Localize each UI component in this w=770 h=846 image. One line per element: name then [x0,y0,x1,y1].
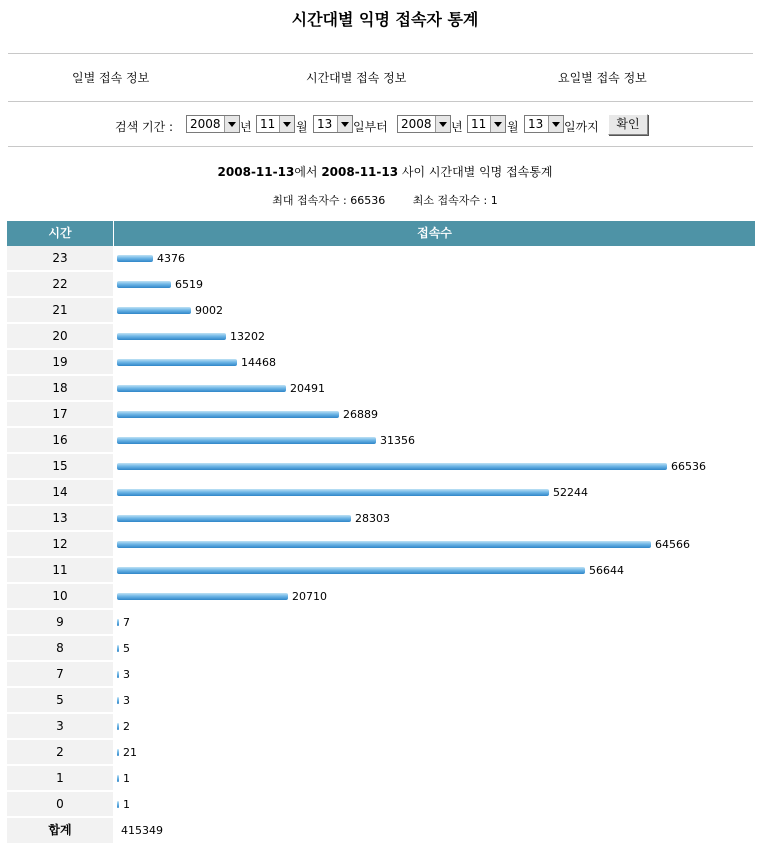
table-row [7,272,755,297]
hour-cell: 0 [7,792,113,817]
hour-cell: 11 [7,558,113,583]
hour-cell: 15 [7,454,113,479]
count-label: 3 [123,668,130,681]
count-bar [117,489,549,496]
hour-cell: 9 [7,610,113,635]
table-row [7,506,755,531]
chevron-down-icon [224,116,239,132]
end-month-select[interactable]: 11 [467,115,506,133]
count-bar [117,801,119,808]
start-month-select[interactable]: 11 [256,115,295,133]
table-row [7,610,755,635]
count-label: 4376 [157,252,185,265]
start-year-select[interactable]: 2008 [186,115,240,133]
table-row [7,584,755,609]
hour-cell: 21 [7,298,113,323]
count-bar [117,437,376,444]
count-label: 20710 [292,590,327,603]
count-bar [117,567,585,574]
count-bar [117,385,286,392]
confirm-button[interactable]: 확인 [608,114,648,135]
count-bar [117,463,667,470]
table-row [7,688,755,713]
stats-subtitle: 2008-11-13에서 2008-11-13 사이 시간대별 익명 접속통계 [217,165,553,179]
count-label: 3 [123,694,130,707]
table-row [7,350,755,375]
count-bar [117,671,119,678]
count-bar [117,749,119,756]
table-row [7,714,755,739]
hour-cell: 13 [7,506,113,531]
search-bar: 검색 기간 : 2008 년 11 월 13 일부터 2008 년 11 월 13 일까지 확인 [0,114,770,136]
hour-cell: 2 [7,740,113,765]
count-label: 7 [123,616,130,629]
end-day-select[interactable]: 13 [524,115,564,133]
count-label: 5 [123,642,130,655]
stats-summary [0,192,770,208]
hour-cell: 8 [7,636,113,661]
table-row [7,246,755,271]
count-label: 20491 [290,382,325,395]
count-bar [117,411,339,418]
hour-cell: 19 [7,350,113,375]
table-row [7,454,755,479]
count-label: 26889 [343,408,378,421]
count-label: 9002 [195,304,223,317]
hour-cell: 14 [7,480,113,505]
hour-cell: 1 [7,766,113,791]
count-bar [117,697,119,704]
count-bar [117,541,651,548]
count-bar [117,645,119,652]
table-row [7,402,755,427]
tab-daily[interactable]: 일별 접속 정보 [72,71,150,85]
count-label: 66536 [671,460,706,473]
chevron-down-icon [490,116,505,132]
table-row [7,376,755,401]
table-row [7,324,755,349]
total-label: 합계 [7,818,113,843]
table-row [7,792,755,817]
count-bar [117,255,153,262]
max-count: 최대 접속자수 : 66536 [272,194,386,207]
total-row [7,818,755,843]
table-row [7,558,755,583]
chevron-down-icon [548,116,563,132]
table-row [7,532,755,557]
count-bar [117,515,351,522]
count-bar [117,359,237,366]
table-row [7,740,755,765]
count-bar [117,281,171,288]
divider [8,101,753,102]
tab-weekday[interactable]: 요일별 접속 정보 [558,71,647,85]
count-label: 13202 [230,330,265,343]
search-label: 검색 기간 : [115,120,174,134]
table-row [7,636,755,661]
hour-cell: 17 [7,402,113,427]
total-value: 415349 [121,824,163,837]
count-bar [117,593,288,600]
min-count: 최소 접속자수 : 1 [412,194,498,207]
table-row [7,766,755,791]
count-bar [117,723,119,730]
hour-cell: 3 [7,714,113,739]
chevron-down-icon [279,116,294,132]
count-label: 31356 [380,434,415,447]
end-year-select[interactable]: 2008 [397,115,451,133]
count-label: 52244 [553,486,588,499]
count-bar [117,775,119,782]
hour-cell: 18 [7,376,113,401]
col-hour-header: 시간 [7,221,114,246]
hour-cell: 10 [7,584,113,609]
table-row [7,662,755,687]
count-label: 6519 [175,278,203,291]
hour-cell: 7 [7,662,113,687]
count-bar [117,619,119,626]
divider [8,53,753,54]
count-label: 1 [123,772,130,785]
chevron-down-icon [337,116,352,132]
hour-cell: 16 [7,428,113,453]
table-row [7,298,755,323]
hour-cell: 12 [7,532,113,557]
divider [8,146,753,147]
count-label: 2 [123,720,130,733]
hour-cell: 20 [7,324,113,349]
col-count-header: 접속수 [417,226,452,240]
table-header [7,221,755,246]
count-bar [117,307,191,314]
tab-hourly[interactable]: 시간대별 접속 정보 [306,71,407,85]
count-bar [117,333,226,340]
start-day-select[interactable]: 13 [313,115,353,133]
table-row [7,428,755,453]
page-title: 시간대별 익명 접속자 통계 [291,10,479,29]
count-label: 28303 [355,512,390,525]
count-label: 1 [123,798,130,811]
count-label: 21 [123,746,137,759]
hour-cell: 22 [7,272,113,297]
chevron-down-icon [435,116,450,132]
count-label: 64566 [655,538,690,551]
hour-cell: 5 [7,688,113,713]
count-label: 56644 [589,564,624,577]
hour-cell: 23 [7,246,113,271]
count-label: 14468 [241,356,276,369]
table-row [7,480,755,505]
